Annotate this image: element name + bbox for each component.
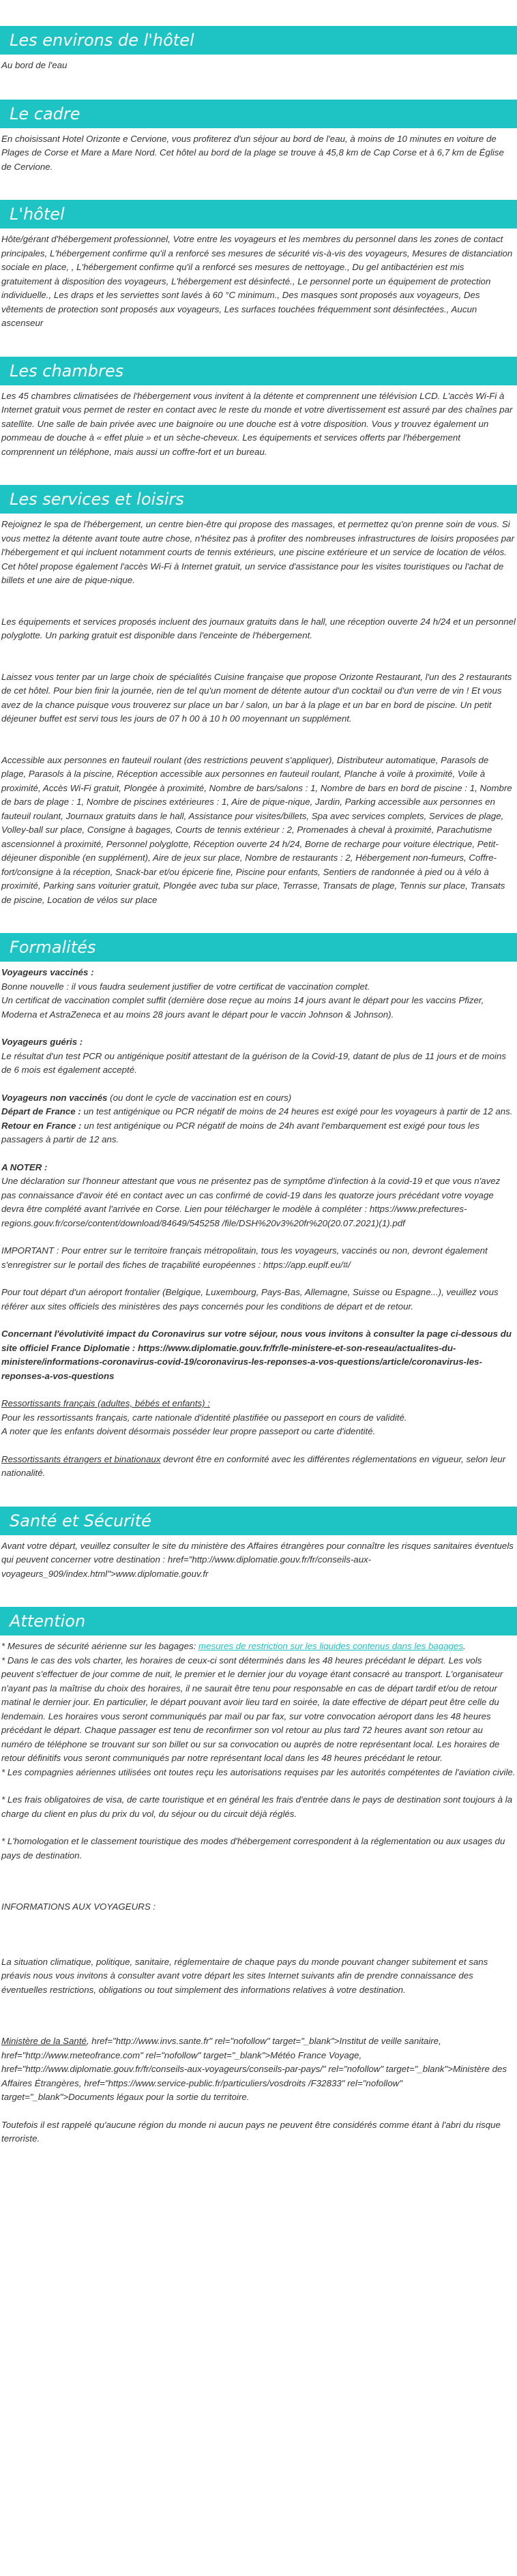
services-paragraph: Les équipements et services proposés incluent des journaux gratuits dans le hall, une réception ouverte 24 h/24 et un personnel polyglotte. Un parking gratuit est disponible dans l'enceinte de l'hébergement. [1, 616, 516, 640]
note-text: Une déclaration sur l'honneur attestant que vous ne présentez pas de symptôme d'infection à la covid-19 et que vous n'avez pas connaissance d'avoir été en contact avec un cas confirmé de covid-19 dans les quatorze jours précédant votre voyage devra être complété avant l'arrivée en Corse. Lien pour télécharger le modèle à compléter : https://www.prefectures-regions.gouv.fr/corse/content/download/84649/545258 /file/DSH%20v3%20fr%20(20.07.2021)(1).pdf [1, 1176, 501, 1228]
coronavirus-info-text: Concernant l'évolutivité impact du Coronavirus sur votre séjour, nous vous invitons à consulter la page ci-dessous du site officiel France Diplomatie : https://www.diplomatie.gouv.fr/fr/le-ministere-et-son-reseau/actualites-du-ministere/informations-coronavirus-covid-19/coronavirus-les-reponses-a-vos-questions/article/coronavirus-les-reponses-a-vos-questions [1, 1329, 512, 1381]
recovered-text: Le résultat d'un test PCR ou antigénique positif attestant de la guérison de la Covid-19, datant de plus de 11 jours et de moins de 6 mois est également accepté. [1, 1050, 506, 1075]
travelers-info-label: INFORMATIONS AUX VOYAGEURS : [1, 1901, 156, 1912]
section-title-attention: Attention [0, 1607, 517, 1635]
attention-item: * Mesures de sécurité aérienne sur les bagages: [1, 1641, 198, 1651]
section-body-services [0, 518, 517, 907]
french-nationals-text: A noter que les enfants doivent désormais posséder leur propre passeport ou carte d'identité. [1, 1426, 376, 1436]
foreign-nationals-label: Ressortissants étrangers et binationaux [1, 1453, 161, 1464]
section-title-cadre: Le cadre [0, 100, 517, 128]
services-paragraph: Rejoignez le spa de l'hébergement, un centre bien-être qui propose des massages, et permettez qu'on prenne soin de vous. Si vous mettez la détente avant toute autre chose, n'hésitez pas à profiter des nombreuses infrastructures de loisirs proposées par l'hébergement et qui incluent notamment courts de tennis extérieurs, une piscine extérieure et un service de location de vélos. Cet hôtel propose également l'accès Wi-Fi à Internet gratuit, un service d'assistance pour les visites touristiques ou l'achat de billets et une aire de pique-nique. [1, 519, 515, 585]
services-amenities-list: Accessible aux personnes en fauteuil roulant (des restrictions peuvent s'appliquer), Distributeur automatique, Parasols de plage, Parasols à la piscine, Réception accessible aux personnes en fauteuil roulant, Planche à voile à proximité, Voile à proximité, Accès Wi-Fi gratuit, Plongée à proximité, Nombre de bars/salons : 1, Nombre de bars en bord de piscine : 1, Nombre de bars de plage : 1, Nombre de piscines extérieures : 1, Aire de pique-nique, Jardin, Parking accessible aux personnes en fauteuil roulant, Journaux gratuits dans le hall, Assistance pour visites/billets, Spa avec services complets, Services de plage, Volley-ball sur place, Consigne à bagages, Courts de tennis extérieur : 2, Promenades à cheval à proximité, Parachutisme ascensionnel à proximité, Personnel polyglotte, Réception ouverte 24 h/24, Borne de recharge pour voiture électrique, Petit-déjeuner disponible (en supplément), Aire de jeux sur place, Nombre de restaurants : 2, Hébergement non-fumeurs, Coffre-fort/consigne à la réception, Snack-bar et/ou épicerie fine, Piscine pour enfants, Sentiers de randonnée à pied ou à vélo à proximité, Parking sans voiturier gratuit, Plongée avec tuba sur place, Terrasse, Transats de plage, Tennis sur place, Transats de piscine, Location de vélos sur place [1, 754, 512, 905]
section-title-sante: Santé et Sécurité [0, 1507, 517, 1535]
attention-item: * Dans le cas des vols charter, les horaires de ceux-ci sont déterminés dans les 48 heures précédant le départ. Les vols peuvent s'effectuer de jour comme de nuit, le premier et le dernier jour du voyage étant consacré au transport. L'organisateur n'ayant pas la maîtrise du choix des horaires, il ne saurait être tenu pour responsable en cas de départ tardif et/ou de retour matinal le dernier jour. En particulier, le départ pouvant avoir lieu tard en soirée, la date effective de départ peut être celle du lendemain. Les horaires vous seront communiqués par mail ou par fax, sur votre convocation aéroport dans les 48 heures précédant le départ. Chaque passager est tenu de reconfirmer son vol retour au plus tard 72 heures avant son retour au numéro de téléphone se trouvant sur son billet ou sur sa convocation ou auprès de notre représentant local. Les horaires de retour définitifs vous seront communiqués par notre représentant local dans les 48 heures précédant le retour. [1, 1655, 503, 1763]
hotel-text: Hôte/gérant d'hébergement professionnel, Votre entre les voyageurs et les membres du personnel dans les zones de contact principales, L'hébergement confirme qu'il a renforcé ses mesures de sécurité vis-à-vis des voyageurs, Mesures de distanciation sociale en place, , L'hébergement confirme qu'il a renforcé ses mesures de nettoyage., Du gel antibactérien est mis gratuitement à disposition des voyageurs, L'hébergement est désinfecté., Le personnel porte un équipement de protection individuelle., Les draps et les serviettes sont lavés à 60 °C minimum., Des masques sont proposés aux voyageurs, Des vêtements de protection sont proposés aux voyageurs, Les surfaces touchées fréquemment sont désinfectées., Aucun ascenseur [1, 234, 513, 328]
attention-item: * Les frais obligatoires de visa, de carte touristique et en général les frais d'entrée dans le pays de destination sont toujours à la charge du client en plus du prix du vol, du séjour ou du circuit déjà réglés. [1, 1794, 513, 1819]
section-body-attention [0, 1640, 517, 2146]
section-body-environs [0, 59, 517, 73]
section-body-formalites [0, 966, 517, 1481]
situation-text: La situation climatique, politique, sanitaire, réglementaire de chaque pays du monde pouvant changer subitement et sans préavis nous vous invitons à consulter avant votre départ les sites Internet suivants afin de prendre connaissance des éventuelles restrictions, obligations ou tout simplement des informations relatives à votre destination. [1, 1956, 488, 1995]
return-text: un test antigénique ou PCR négatif de moins de 24h avant l'embarquement est exigé pour tous les passagers à partir de 12 ans. [1, 1120, 480, 1144]
attention-item-end: . [463, 1641, 466, 1651]
departure-label: Départ de France : [1, 1106, 81, 1116]
recovered-label: Voyageurs guéris : [1, 1037, 83, 1047]
attention-item: * Les compagnies aériennes utilisées ont toutes reçu les autorisations requises par les autorités compétentes de l'aviation civile. [1, 1766, 516, 1777]
note-label: A NOTER : [1, 1161, 48, 1172]
cadre-text: En choisissant Hotel Orizonte e Cervione, vous profiterez d'un séjour au bord de l'eau, à moins de 10 minutes en voiture de Plages de Corse et Mare a Mare Nord. Cet hôtel au bord de la plage se trouve à 45,8 km de Cap Corse et à 6,7 km de Église de Cervione. [1, 133, 504, 172]
section-title-environs: Les environs de l'hôtel [0, 26, 517, 55]
section-title-formalites: Formalités [0, 933, 517, 962]
section-body-cadre [0, 132, 517, 175]
terrorism-note: Toutefois il est rappelé qu'aucune région du monde ni aucun pays ne peuvent être considérés comme étant à l'abri du risque terroriste. [1, 2119, 501, 2144]
french-nationals-text: Pour les ressortissants français, carte nationale d'identité plastifiée ou passeport en cours de validité. [1, 1412, 407, 1423]
attention-item: * L'homologation et le classement touristique des modes d'hébergement correspondent à la réglementation ou aux usages du pays de destination. [1, 1836, 505, 1861]
important-text: IMPORTANT : Pour entrer sur le territoire français métropolitain, tous les voyageurs, vaccinés ou non, devront également s'enregistrer sur le portail des fiches de traçabilité européennes : https://app.euplf.eu/#/ [1, 1245, 488, 1270]
sites-text: , href="http://www.invs.sante.fr" rel="nofollow" target="_blank">Institut de veille sanitaire, href="http://www.meteofrance.com" rel="nofollow" target="_blank">Météo France Voyage, href="http://www.diplomatie.gouv.fr/fr/conseils-aux-voyageurs/conseils-par-pays/" rel="nofollow" target="_blank">Ministère des Affaires Étrangères, href="https://www.service-public.fr/particuliers/vosdroits /F32833" rel="nofollow" target="_blank">Documents légaux pour la sortie du territoire. [1, 2036, 507, 2102]
section-body-hotel [0, 233, 517, 331]
section-title-chambres: Les chambres [0, 357, 517, 385]
vaccinated-label: Voyageurs vaccinés : [1, 967, 94, 977]
departure-text: un test antigénique ou PCR négatif de moins de 24 heures est exigé pour les voyageurs à partir de 12 ans. [80, 1106, 513, 1116]
section-body-sante [0, 1539, 517, 1582]
sante-text: Avant votre départ, veuillez consulter le site du ministère des Affaires étrangères pour connaître les risques sanitaires éventuels qui peuvent concerner votre destination : href="http://www.diplomatie.gouv.fr/fr/conseils-aux-voyageurs_909/index.html">www.diplomatie.gouv.fr [1, 1540, 514, 1579]
section-title-services: Les services et loisirs [0, 485, 517, 514]
section-title-hotel: L'hôtel [0, 200, 517, 228]
section-body-chambres [0, 389, 517, 460]
liquids-restriction-link[interactable]: mesures de restriction sur les liquides contenus dans les bagages [198, 1641, 464, 1651]
border-airport-text: Pour tout départ d'un aéroport frontalier (Belgique, Luxembourg, Pays-Bas, Allemagne, Suisse ou Espagne...), veuillez vous référer aux sites officiels des ministères des pays concernés pour les conditions de départ et de retour. [1, 1287, 499, 1312]
return-label: Retour en France : [1, 1120, 82, 1131]
services-paragraph: Laissez vous tenter par un large choix de spécialités Cuisine française que propose Orizonte Restaurant, l'un des 2 restaurants de cet hôtel. Pour bien finir la journée, rien de tel qu'un moment de détente autour d'un cocktail ou d'un verre de vin ! Et vous avez de la chance puisque vous trouverez sur place un bar / salon, un bar à la plage et un bar en bord de piscine. Un petit déjeuner buffet est servi tous les jours de 07 h 00 à 10 h 00 moyennant un supplément. [1, 671, 512, 724]
french-nationals-label: Ressortissants français (adultes, bébés et enfants) : [1, 1398, 210, 1408]
environs-text: Au bord de l'eau [1, 60, 68, 70]
chambres-text: Les 45 chambres climatisées de l'hébergement vous invitent à la détente et comprennent une télévision LCD. L'accès Wi-Fi à Internet gratuit vous permet de rester en contact avec le reste du monde et votre divertissement est assuré par des chaînes par satellite. Une salle de bain privée avec une baignoire ou une douche est à votre disposition. Vous y trouvez également un pommeau de douche à « effet pluie » et un sèche-cheveux. Les équipements et services offerts par l'hébergement comprennent un téléphone, mais aussi un coffre-fort et un bureau. [1, 390, 513, 457]
foreign-nationals-text: devront être en conformité avec les différentes réglementations en vigueur, selon leur nationalité. [1, 1453, 506, 1478]
ministry-health-link[interactable]: Ministère de la Santé [1, 2036, 87, 2046]
unvaccinated-label: Voyageurs non vaccinés [1, 1092, 108, 1103]
vaccinated-text: Bonne nouvelle : il vous faudra seulement justifier de votre certificat de vaccination complet. [1, 981, 370, 992]
vaccinated-text: Un certificat de vaccination complet suffit (dernière dose reçue au moins 14 jours avant le départ pour les vaccins Pfizer, Moderna et AstraZeneca et au moins 28 jours avant le départ pour le vaccin Johnson & Johnson). [1, 995, 484, 1020]
unvaccinated-note: (ou dont le cycle de vaccination est en cours) [107, 1092, 292, 1103]
